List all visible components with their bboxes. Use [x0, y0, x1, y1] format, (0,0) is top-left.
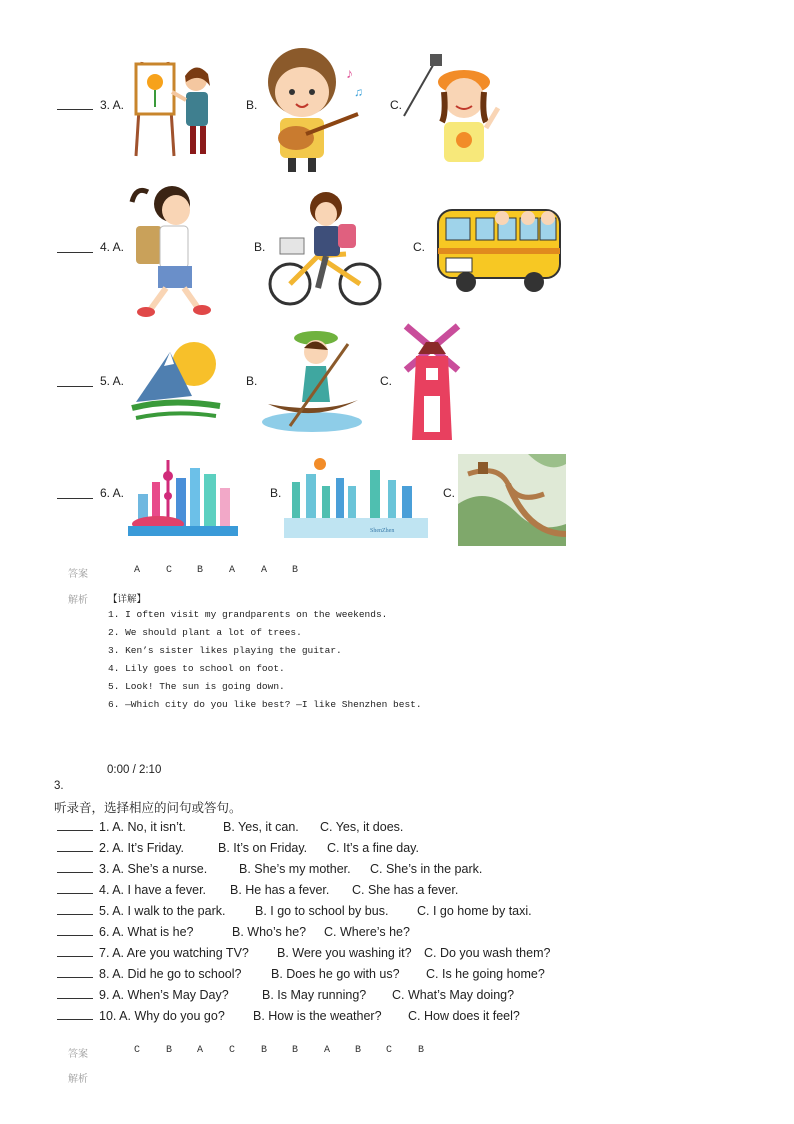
answer-letter: C	[134, 1045, 141, 1056]
answer-letter: B	[418, 1045, 425, 1056]
answer-blank[interactable]	[57, 884, 93, 894]
question-number: 5. A.	[100, 374, 125, 388]
choice-row	[57, 1009, 520, 1023]
option-a: 3. A. She’s a nurse.	[99, 862, 208, 876]
answer-letter: A	[229, 565, 236, 576]
question-instruction: 听录音，选择相应的问句或答句。	[54, 801, 242, 815]
option-b: B. Who’s he?	[232, 925, 307, 939]
answer-letter: B	[197, 565, 204, 576]
shenzhen-skyline-image	[284, 456, 428, 538]
option-b: B. Yes, it can.	[223, 820, 299, 834]
answer-letter: C	[229, 1045, 236, 1056]
answer-letter: B	[292, 1045, 299, 1056]
detail-title: 【详解】	[108, 594, 147, 605]
option-a: 5. A. I walk to the park.	[99, 904, 226, 918]
answer-blank[interactable]	[57, 947, 93, 957]
painting-girl-image	[130, 52, 222, 158]
option-c: C. She’s in the park.	[370, 862, 483, 876]
question-number: 3. A.	[100, 98, 125, 112]
option-b: B. How is the weather?	[253, 1009, 382, 1023]
option-c-label: C.	[413, 240, 425, 254]
option-b-label: B.	[254, 240, 266, 254]
question-number: 6. A.	[100, 486, 125, 500]
choice-row	[57, 946, 550, 960]
great-wall-image	[458, 454, 566, 546]
waving-girl-image	[402, 52, 502, 164]
answer-letter: B	[166, 1045, 173, 1056]
detail-line: 5. Look! The sun is going down.	[108, 681, 285, 692]
school-bus-image	[436, 204, 562, 294]
answer-letter: B	[355, 1045, 362, 1056]
answer-letter: C	[166, 565, 173, 576]
detail-line: 3. Ken’s sister likes playing the guitar.	[108, 645, 342, 656]
option-c-label: C.	[443, 486, 455, 500]
option-c-label: C.	[380, 374, 392, 388]
svg-text:♪: ♪	[346, 65, 353, 81]
answer-blank[interactable]	[57, 252, 93, 253]
option-b: B. It’s on Friday.	[218, 841, 308, 855]
answer-blank[interactable]	[57, 989, 93, 999]
answer-letter: C	[386, 1045, 393, 1056]
option-a: 6. A. What is he?	[99, 925, 194, 939]
option-a: 10. A. Why do you go?	[99, 1009, 225, 1023]
option-c: C. Yes, it does.	[320, 820, 404, 834]
boat-girl-image	[262, 330, 366, 434]
choice-row	[57, 862, 482, 876]
walking-girl-image	[128, 178, 212, 320]
svg-text:♫: ♫	[354, 85, 363, 99]
option-a: 9. A. When’s May Day?	[99, 988, 229, 1002]
audio-time[interactable]: 0:00 / 2:10	[107, 764, 162, 776]
answer-blank[interactable]	[57, 109, 93, 110]
answer-label: 答案	[68, 569, 88, 580]
answer-letter: A	[134, 565, 141, 576]
detail-line: 2. We should plant a lot of trees.	[108, 627, 302, 638]
option-c: C. It’s a fine day.	[327, 841, 419, 855]
option-a: 8. A. Did he go to school?	[99, 967, 242, 981]
bicycle-girl-image	[266, 188, 384, 310]
answer-blank[interactable]	[57, 498, 93, 499]
option-c: C. Is he going home?	[426, 967, 545, 981]
city-skyline-image	[128, 458, 238, 536]
answer-label: 答案	[68, 1049, 88, 1060]
option-b: B. Is May running?	[262, 988, 367, 1002]
option-b: B. She’s my mother.	[239, 862, 351, 876]
answer-blank[interactable]	[57, 386, 93, 387]
option-b: B. Were you washing it?	[277, 946, 412, 960]
svg-text:ShenZhen: ShenZhen	[370, 528, 395, 534]
option-a: 4. A. I have a fever.	[99, 883, 207, 897]
analysis-label: 解析	[68, 595, 88, 606]
option-c: C. What’s May doing?	[392, 988, 515, 1002]
detail-line: 6. —Which city do you like best? —I like Shenzhen best.	[108, 699, 422, 710]
question-number: 4. A.	[100, 240, 125, 254]
question-number: 3.	[54, 780, 64, 792]
answer-blank[interactable]	[57, 968, 93, 978]
answer-blank[interactable]	[57, 821, 93, 831]
choice-row	[57, 883, 458, 897]
mountain-sunset-image	[130, 338, 222, 422]
answer-blank[interactable]	[57, 905, 93, 915]
option-b: B. He has a fever.	[230, 883, 330, 897]
option-c: C. Do you wash them?	[424, 946, 551, 960]
option-b-label: B.	[270, 486, 282, 500]
answer-blank[interactable]	[57, 842, 93, 852]
answer-letter: A	[324, 1045, 331, 1056]
choice-row	[57, 904, 532, 918]
option-c: C. How does it feel?	[408, 1009, 520, 1023]
analysis-label: 解析	[68, 1074, 88, 1085]
option-c: C. I go home by taxi.	[417, 904, 532, 918]
answer-letter: B	[292, 565, 299, 576]
choice-row	[57, 925, 410, 939]
answer-blank[interactable]	[57, 863, 93, 873]
choice-row	[57, 841, 419, 855]
choice-row	[57, 988, 514, 1002]
option-a: 7. A. Are you watching TV?	[99, 946, 249, 960]
choice-row	[57, 820, 403, 834]
option-b: B. I go to school by bus.	[255, 904, 389, 918]
answer-blank[interactable]	[57, 1010, 93, 1020]
option-c-label: C.	[390, 98, 402, 112]
answer-letter: A	[261, 565, 268, 576]
answer-blank[interactable]	[57, 926, 93, 936]
option-c: C. She has a fever.	[352, 883, 459, 897]
detail-line: 4. Lily goes to school on foot.	[108, 663, 285, 674]
guitar-girl-image	[258, 38, 366, 174]
option-b: B. Does he go with us?	[271, 967, 400, 981]
option-c: C. Where’s he?	[324, 925, 410, 939]
detail-line: 1. I often visit my grandparents on the weekends.	[108, 609, 388, 620]
option-b-label: B.	[246, 98, 258, 112]
option-a: 2. A. It’s Friday.	[99, 841, 184, 855]
windmill-image	[400, 320, 464, 442]
answer-letter: A	[197, 1045, 204, 1056]
option-a: 1. A. No, it isn’t.	[99, 820, 186, 834]
option-b-label: B.	[246, 374, 258, 388]
answer-letter: B	[261, 1045, 268, 1056]
choice-row	[57, 967, 545, 981]
